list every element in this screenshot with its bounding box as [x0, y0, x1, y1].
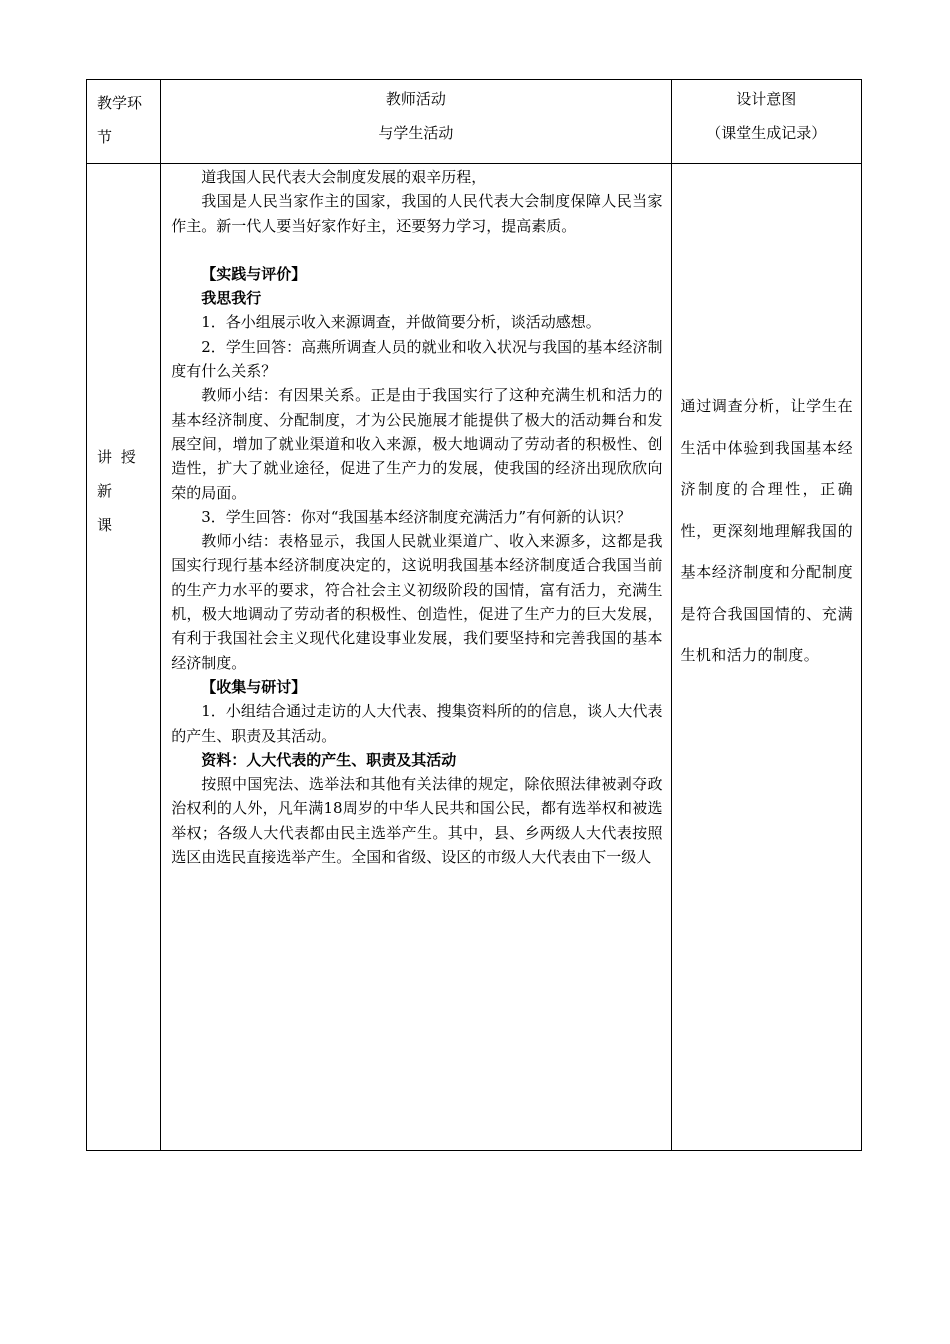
section-heading: 资料：人大代表的产生、职责及其活动	[201, 750, 457, 769]
design-intent-text: 通过调查分析，让学生在生活中体验到我国基本经济制度的合理性，正确性，更深刻地理解我国的基本经济制度和分配制度是符合我国国情的、充满生机和活力的制度。	[680, 397, 853, 664]
paragraph: 1．各小组展示收入来源调查，并做简要分析，谈活动感想。	[201, 313, 601, 332]
paragraph: 教师小结：有因果关系。正是由于我国实行了这种充满生机和活力的基本经济制度、分配制度，才为公民施展才能提供了极大的活动舞台和发展空间，增加了就业渠道和收入来源，极大地调动了劳动者的积极性、创造性，扩大了就业途径，促进了生产力的发展，使我国的经济出现欣欣向荣的局面。	[171, 386, 663, 502]
header-stage-line-2: 节	[97, 128, 113, 146]
section-heading: 【收集与研讨】	[201, 677, 307, 696]
paragraph: 2．学生回答：高燕所调查人员的就业和收入状况与我国的基本经济制度有什么关系？	[171, 337, 663, 381]
header-activity-line-1: 教师活动	[385, 90, 446, 108]
lesson-plan-table	[86, 79, 862, 1151]
section-heading: 我思我行	[201, 289, 262, 308]
paragraph: 3．学生回答：你对“我国基本经济制度充满活力”有何新的认识？	[201, 507, 632, 526]
activity-cell	[161, 164, 671, 1151]
paragraph: 道我国人民代表大会制度发展的艰辛历程，	[201, 168, 487, 186]
header-stage-line-1: 教学环	[97, 94, 143, 112]
activity-content	[161, 164, 670, 869]
intent-cell	[671, 164, 862, 1151]
header-intent-line-2: （课堂生成记录）	[706, 124, 827, 142]
paragraph: 教师小结：表格显示，我国人民就业渠道广、收入来源多，这都是我国实行现行基本经济制度决定的，这说明我国基本经济制度适合我国当前的生产力水平的要求，符合社会主义初级阶段的国情，富有活力，充满生机，极大地调动了劳动者的积极性、创造性，促进了生产力的巨大发展，有利于我国社会主义现代化建设事业发展，我们要坚持和完善我国的基本经济制度。	[171, 532, 663, 672]
section-label	[87, 164, 160, 542]
section-label-line-1: 讲 授 新	[97, 448, 138, 500]
header-activity-line-2: 与学生活动	[378, 124, 454, 142]
paragraph: 我国是人民当家作主的国家，我国的人民代表大会制度保障人民当家作主。新一代人要当好家作好主，还要努力学习，提高素质。	[171, 192, 663, 235]
section-heading: 【实践与评价】	[201, 264, 307, 283]
header-intent-line-1: 设计意图	[736, 90, 797, 108]
header-row	[87, 80, 862, 164]
header-activity-cell	[161, 80, 671, 164]
paragraph: 按照中国宪法、选举法和其他有关法律的规定，除依照法律被剥夺政治权利的人外，凡年满18周岁的中华人民共和国公民，都有选举权和被选举权；各级人大代表都由民主选举产生。其中，县、乡两级人大代表按照选区由选民直接选举产生。全国和省级、设区的市级人大代表由下一级人	[171, 775, 663, 867]
header-intent-cell	[671, 80, 862, 164]
section-label-line-2: 课	[97, 516, 115, 534]
paragraph: 1．小组结合通过走访的人大代表、搜集资料所的的信息，谈人大代表的产生、职责及其活动。	[171, 702, 663, 745]
section-cell	[87, 164, 161, 1151]
header-stage-cell	[87, 80, 161, 164]
content-row	[87, 164, 862, 1151]
paragraph-gap	[171, 238, 662, 262]
